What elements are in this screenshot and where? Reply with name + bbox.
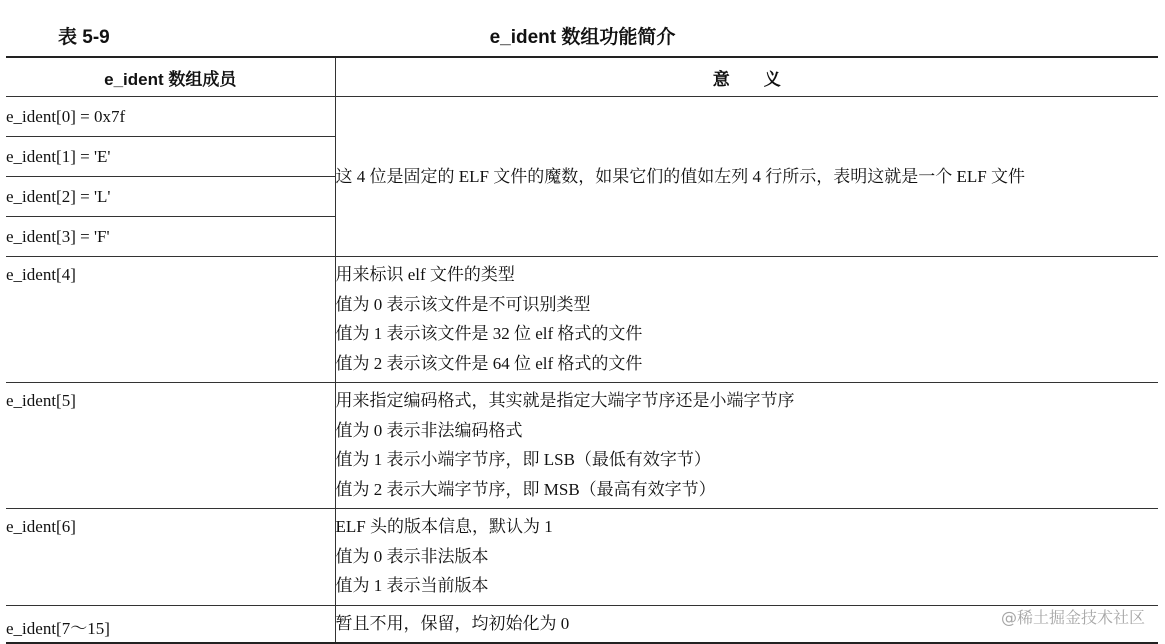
meaning-line: 值为 0 表示非法编码格式 <box>335 420 523 440</box>
meaning-line: 值为 0 表示该文件是不可识别类型 <box>335 294 591 314</box>
watermark: @稀土掘金技术社区 <box>1000 608 1145 627</box>
table-row <box>6 97 1158 137</box>
header-row <box>6 57 1158 97</box>
meaning-line: 用来标识 elf 文件的类型 <box>335 265 515 284</box>
table-row <box>6 509 1158 606</box>
member-cell: e_ident[5] <box>6 383 335 509</box>
meaning-line: 暂且不用，保留，均初始化为 0 <box>335 613 570 633</box>
member-cell: e_ident[6] <box>6 509 335 606</box>
member-cell: e_ident[1] = 'E' <box>6 137 335 177</box>
header-meaning: 意 义 <box>335 57 1158 97</box>
magic-meaning-cell: 这 4 位是固定的 ELF 文件的魔数，如果它们的值如左列 4 行所示，表明这就是一个 ELF 文件 <box>335 97 1158 257</box>
member-cell: e_ident[0] = 0x7f <box>6 97 335 137</box>
table-row <box>6 383 1158 509</box>
member-cell: e_ident[2] = 'L' <box>6 177 335 217</box>
meaning-cell <box>335 257 1158 383</box>
header-member: e_ident 数组成员 <box>6 57 335 97</box>
meaning-line: 值为 2 表示该文件是 64 位 elf 格式的文件 <box>335 353 643 373</box>
meaning-line: 用来指定编码格式，其实就是指定大端字节序还是小端字节序 <box>335 391 795 410</box>
meaning-line: 值为 2 表示大端字节序，即 MSB（最高有效字节） <box>335 479 716 499</box>
meaning-line: 值为 1 表示该文件是 32 位 elf 格式的文件 <box>335 324 643 343</box>
e-ident-table <box>6 56 1158 644</box>
member-cell: e_ident[3] = 'F' <box>6 217 335 257</box>
meaning-line: 值为 1 表示当前版本 <box>335 576 489 595</box>
meaning-line: 值为 1 表示小端字节序，即 LSB（最低有效字节） <box>335 450 711 469</box>
table-row <box>6 257 1158 383</box>
meaning-line: 值为 0 表示非法版本 <box>335 546 489 566</box>
table-title: e_ident 数组功能简介 <box>489 27 676 48</box>
meaning-cell <box>335 509 1158 606</box>
member-cell: e_ident[7～15] <box>6 605 335 643</box>
member-cell: e_ident[4] <box>6 257 335 383</box>
meaning-cell <box>335 383 1158 509</box>
meaning-line: ELF 头的版本信息，默认为 1 <box>335 517 553 536</box>
table-number: 表 5-9 <box>58 27 110 48</box>
table-row <box>6 605 1158 643</box>
